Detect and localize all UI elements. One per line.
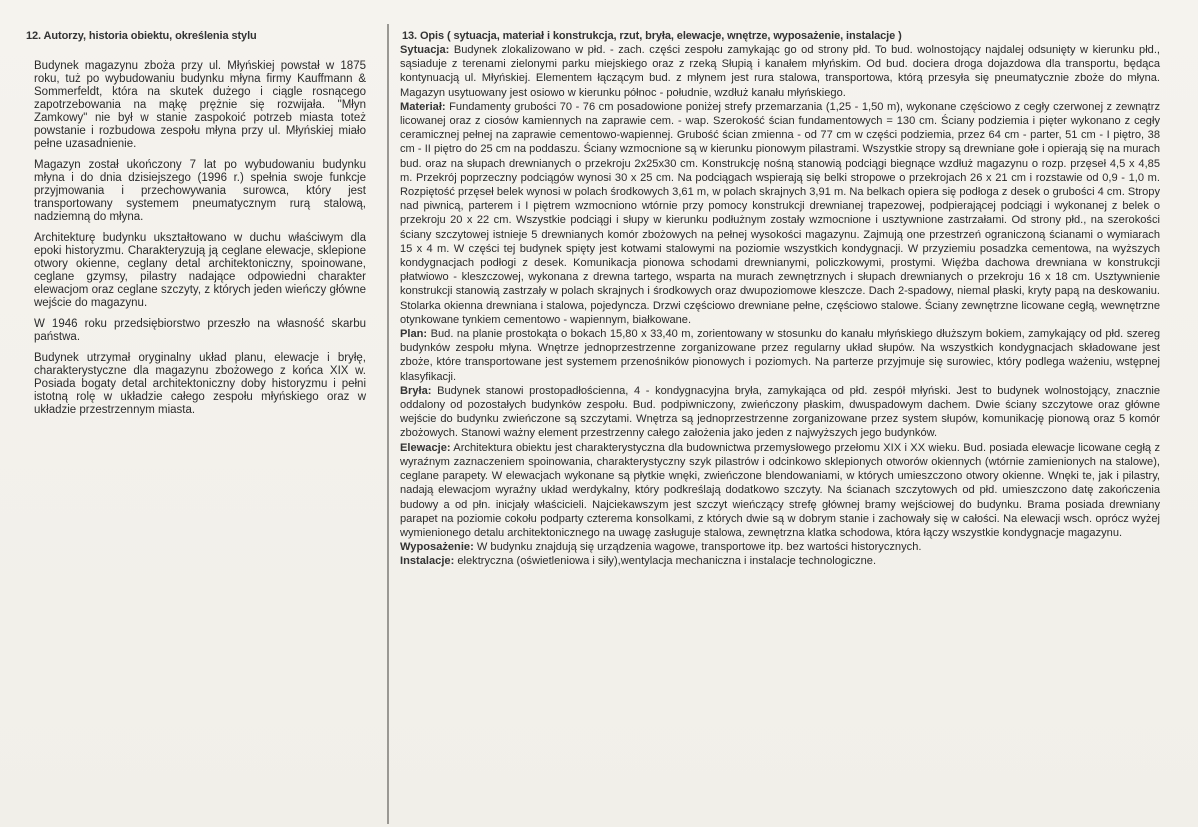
column-divider [387,24,389,824]
section-12-body [20,60,380,417]
history-paragraph: Budynek utrzymał oryginalny układ planu, elewacje i bryłę, charakterystyczne dla magazynu zbożowego z końca XIX w. Posiada bogaty detal architektoniczny doby historyzmu i pełni istotną rolę w układzie całego zespołu młyńskiego oraz w układzie przestrzennym miasta. [34,352,366,416]
description-label: Plan: [400,328,428,341]
history-paragraph: Magazyn został ukończony 7 lat po wybudowaniu budynku młyna i do dnia dzisiejszego (1996 r.) spełnia swoje funkcje przyjmowania i przechowywania surowca, który jest transportowany systemem pneumatycznym rurą stalową, nadziemną do młyna. [34,159,366,223]
description-material [394,100,1170,327]
history-paragraph: Budynek magazynu zboża przy ul. Młyńskiej powstał w 1875 roku, tuż po wybudowaniu budynku młyna firmy Kauffmann & Sommerfeldt, która na skutek dużego i ciągle rosnącego zapotrzebowania na mąkę prężnie się rozwijała. "Młyn Zamkowy" nie był w stanie zaspokoić potrzeb miasta toteż powstanie i rozbudowa zespołu młyna przy ul. Młyńskiej miało pełne uzasadnienie. [34,60,366,150]
description-instalacje [394,554,1170,568]
section-13-body [394,43,1170,569]
description-sytuacja [394,43,1170,100]
section-13-column [394,30,1170,820]
history-paragraph: W 1946 roku przedsiębiorstwo przeszło na własność skarbu państwa. [34,318,366,343]
description-text: Fundamenty grubości 70 - 76 cm posadowione poniżej strefy przemarzania (1,25 - 1,50 m), wykonane częściowo z cegły czerwonej z zewnątrz licowanej oraz z ciosów kamiennych na zaprawie cem. - wap. Szerokość ścian fundamentowych = 130 cm. Ściany podziemia i pięter wykonano z cegły ceramicznej pełnej na zaprawie cementowo-wapiennej. Grubość ścian zmienna - od 77 cm w części podziemia, przez 64 cm - parter, 51 cm - I piętro, 38 cm - II piętro do 25 cm na poddaszu. Ściany wzmocnione są w kierunku pionowym pilastrami. Wszystkie stropy są drewniane gołe i opierają się na murach bud. oraz na słupach drewnianych o przekroju 2x25x30 cm. Konstrukcję nośną stanowią podciągi biegnące wzdłuż magazynu o rozp. przęseł 4,5 x 4,85 m. Przekrój poprzeczny podciągów wynosi 30 x 25 cm. Na podciągach wspierają się belki stropowe o przekrojach 26 x 21 cm i rozstawie od 0,9 - 1,0 m. Rozpiętość przęseł belek wynosi w polach środkowych 3,61 m, w polach skrajnych 3,91 m. Na belkach opiera się podłoga z desek o grubości 4 cm. Stropy nad piwnicą, parterem i I piętrem wzmocniono wtórnie przy pomocy konstrukcji drewnianej trapezowej, podpierającej podciągi i wykonanej z belek o przekroju 20 x 22 cm. Wszystkie podciągi i słupy w kierunku podłużnym zostały wzmocnione i usztywnione zastrzałami. Od strony płd., na szerokości ściany szczytowej istnieje 5 drewnianych komór zbożowych na pełnej wysokości magazynu. Zajmują one przestrzeń ograniczoną ścianami o wymiarach 15 x 4 m. W części tej budynek spięty jest kotwami stalowymi na poziomie wszystkich kondygnacji. W przyziemiu posadzka cementowa, na wyższych kondygnacjach podłogi z desek. Komunikacja pionowa schodami drewnianymi, policzkowymi, prostymi. Więźba dachowa drewniana w konstrukcji płatwiowo - kleszczowej, wykonana z drewna tartego, wsparta na murach zewnętrznych i słupach drewnianych o przekroju 16 x 18 cm. Usztywnienie konstrukcji stanowią zastrzały w polach skrajnych i środkowych oraz dwupoziomowe kleszcze. Dach 2-spadowy, niemal płaski, kryty papą na deskowaniu. Stolarka okienna drewniana i stalowa, pojedyncza. Drzwi częściowo drewniane pełne, częściowo stalowe. Ściany zewnętrzne licowane cegłą, wewnętrzne otynkowane tynkiem cementowo - wapiennym, białkowane. [400,100,1160,326]
description-bryla [394,384,1170,441]
description-text: W budynku znajdują się urządzenia wagowe, transportowe itp. bez wartości historycznych. [473,541,922,554]
section-13-title: 13. Opis ( sytuacja, materiał i konstrukcja, rzut, bryła, elewacje, wnętrze, wyposażenie, instalacje ) [402,30,902,42]
description-wyposazenie [394,540,1170,554]
description-label: Instalacje: [400,555,455,568]
description-text: Architektura obiektu jest charakterystyczna dla budownictwa przemysłowego przełomu XIX i XX wieku. Bud. posiada elewacje licowane cegłą z wyraźnym zaznaczeniem spoinowania, charakterystyczny szyk pilastrów i odcinkowo sklepionych otworów okiennych (wtórnie zamienionych na stalowe), ceglane parapety. W elewacjach wykonane są płytkie wnęki, zwieńczone blendowaniami, w których umieszczono otwory okienne. Wnęki te, jak i pilastry, nadają elewacjom wyraźny układ werdykalny, który podkreślają dodatkowo szczyty. Na ścianach szczytowych od płd. umieszczono datę zakończenia budowy a od płn. inicjały właścicieli. Najciekawszym jest szczyt wieńczący strefę głównej bramy wejściowej do budynku. Brama posiada drewniany parapet na poziomie cokołu podparty czterema konsolkami, z których dwie są w dobrym stanie i zachowały się w całości. Na elewacji wsch. oprócz wyżej wymienionego detalu architektonicznego na uwagę zasługuje stalowa, zewnętrzna klatka schodowa, która łączy wszystkie kondygnacje magazynu. [400,441,1160,539]
description-text: Bud. na planie prostokąta o bokach 15,80 x 33,40 m, zorientowany w stosunku do kanału młyńskiego dłuższym bokiem, zamykający od płd. szereg budynków zespołu młyna. Wnętrze jednoprzestrzenne zorganizowane przez regularny układ słupów. Na wszystkich kondygnacjach składowane jest zboże, które transportowane jest systemem przenośników pionowych i poziomych. Na parterze przyjmuje się surowiec, który podlega ważeniu, wstępnej klasyfikacji. [400,328,1160,383]
description-label: Bryła: [400,384,432,397]
description-plan [394,327,1170,384]
section-12-column [20,30,380,820]
description-text: Budynek zlokalizowano w płd. - zach. części zespołu zamykając go od strony płd. To bud. wolnostojący najdalej odsunięty w kierunku płd., sąsiaduje z terenami zielonymi parku miejskiego oraz z rzeką Słupią i kanałem młyńskim. Od bud. dociera droga dojazdowa dla transportu, będąca kontynuacją ul. Młyńskiej. Elementem łączącym bud. z młynem jest rura stalowa, transportowa, którą przesyła się pneumatycznie zboże do młyna. Magazyn usytuowany jest osiowo w kierunku północ - południe, wzdłuż kanału młyńskiego. [400,44,1160,99]
description-text: elektryczna (oświetleniowa i siły),wentylacja mechaniczna i instalacje technologiczne. [454,555,877,568]
description-label: Materiał: [400,100,446,113]
history-paragraph: Architekturę budynku ukształtowano w duchu właściwym dla epoki historyzmu. Charakteryzują ją ceglane elewacje, sklepione otwory okienne, ceglany detal architektoniczny, spoinowane, ceglane gzymsy, pilastry nadające odpowiedni charakter elewacjom oraz ceglane szczyty, z których jeden wieńczy główne wejście do magazynu. [34,232,366,309]
description-text: Budynek stanowi prostopadłościenna, 4 - kondygnacyjna bryła, zamykająca od płd. zespół młyński. Jest to budynek wolnostojący, znacznie oddalony od pozostałych budynków zespołu. Bud. podpiwniczony, zwieńczony płaskim, dwuspadowym dachem. Dwie ściany szczytowe oraz główne wejście do budynku zwieńczone są szczytami. Wnętrza są jednoprzestrzenne zorganizowane przez system słupów, komunikację pionową oraz 5 komór zbożowych. Stanowi ważny element przestrzenny całego założenia jako jeden z najwyższych jego budynków. [400,384,1160,440]
section-12-title: 12. Autorzy, historia obiektu, określenia stylu [26,30,257,42]
description-label: Sytuacja: [400,44,450,56]
description-label: Elewacje: [400,441,451,454]
description-elewacje [394,441,1170,540]
description-label: Wyposażenie: [400,541,474,554]
